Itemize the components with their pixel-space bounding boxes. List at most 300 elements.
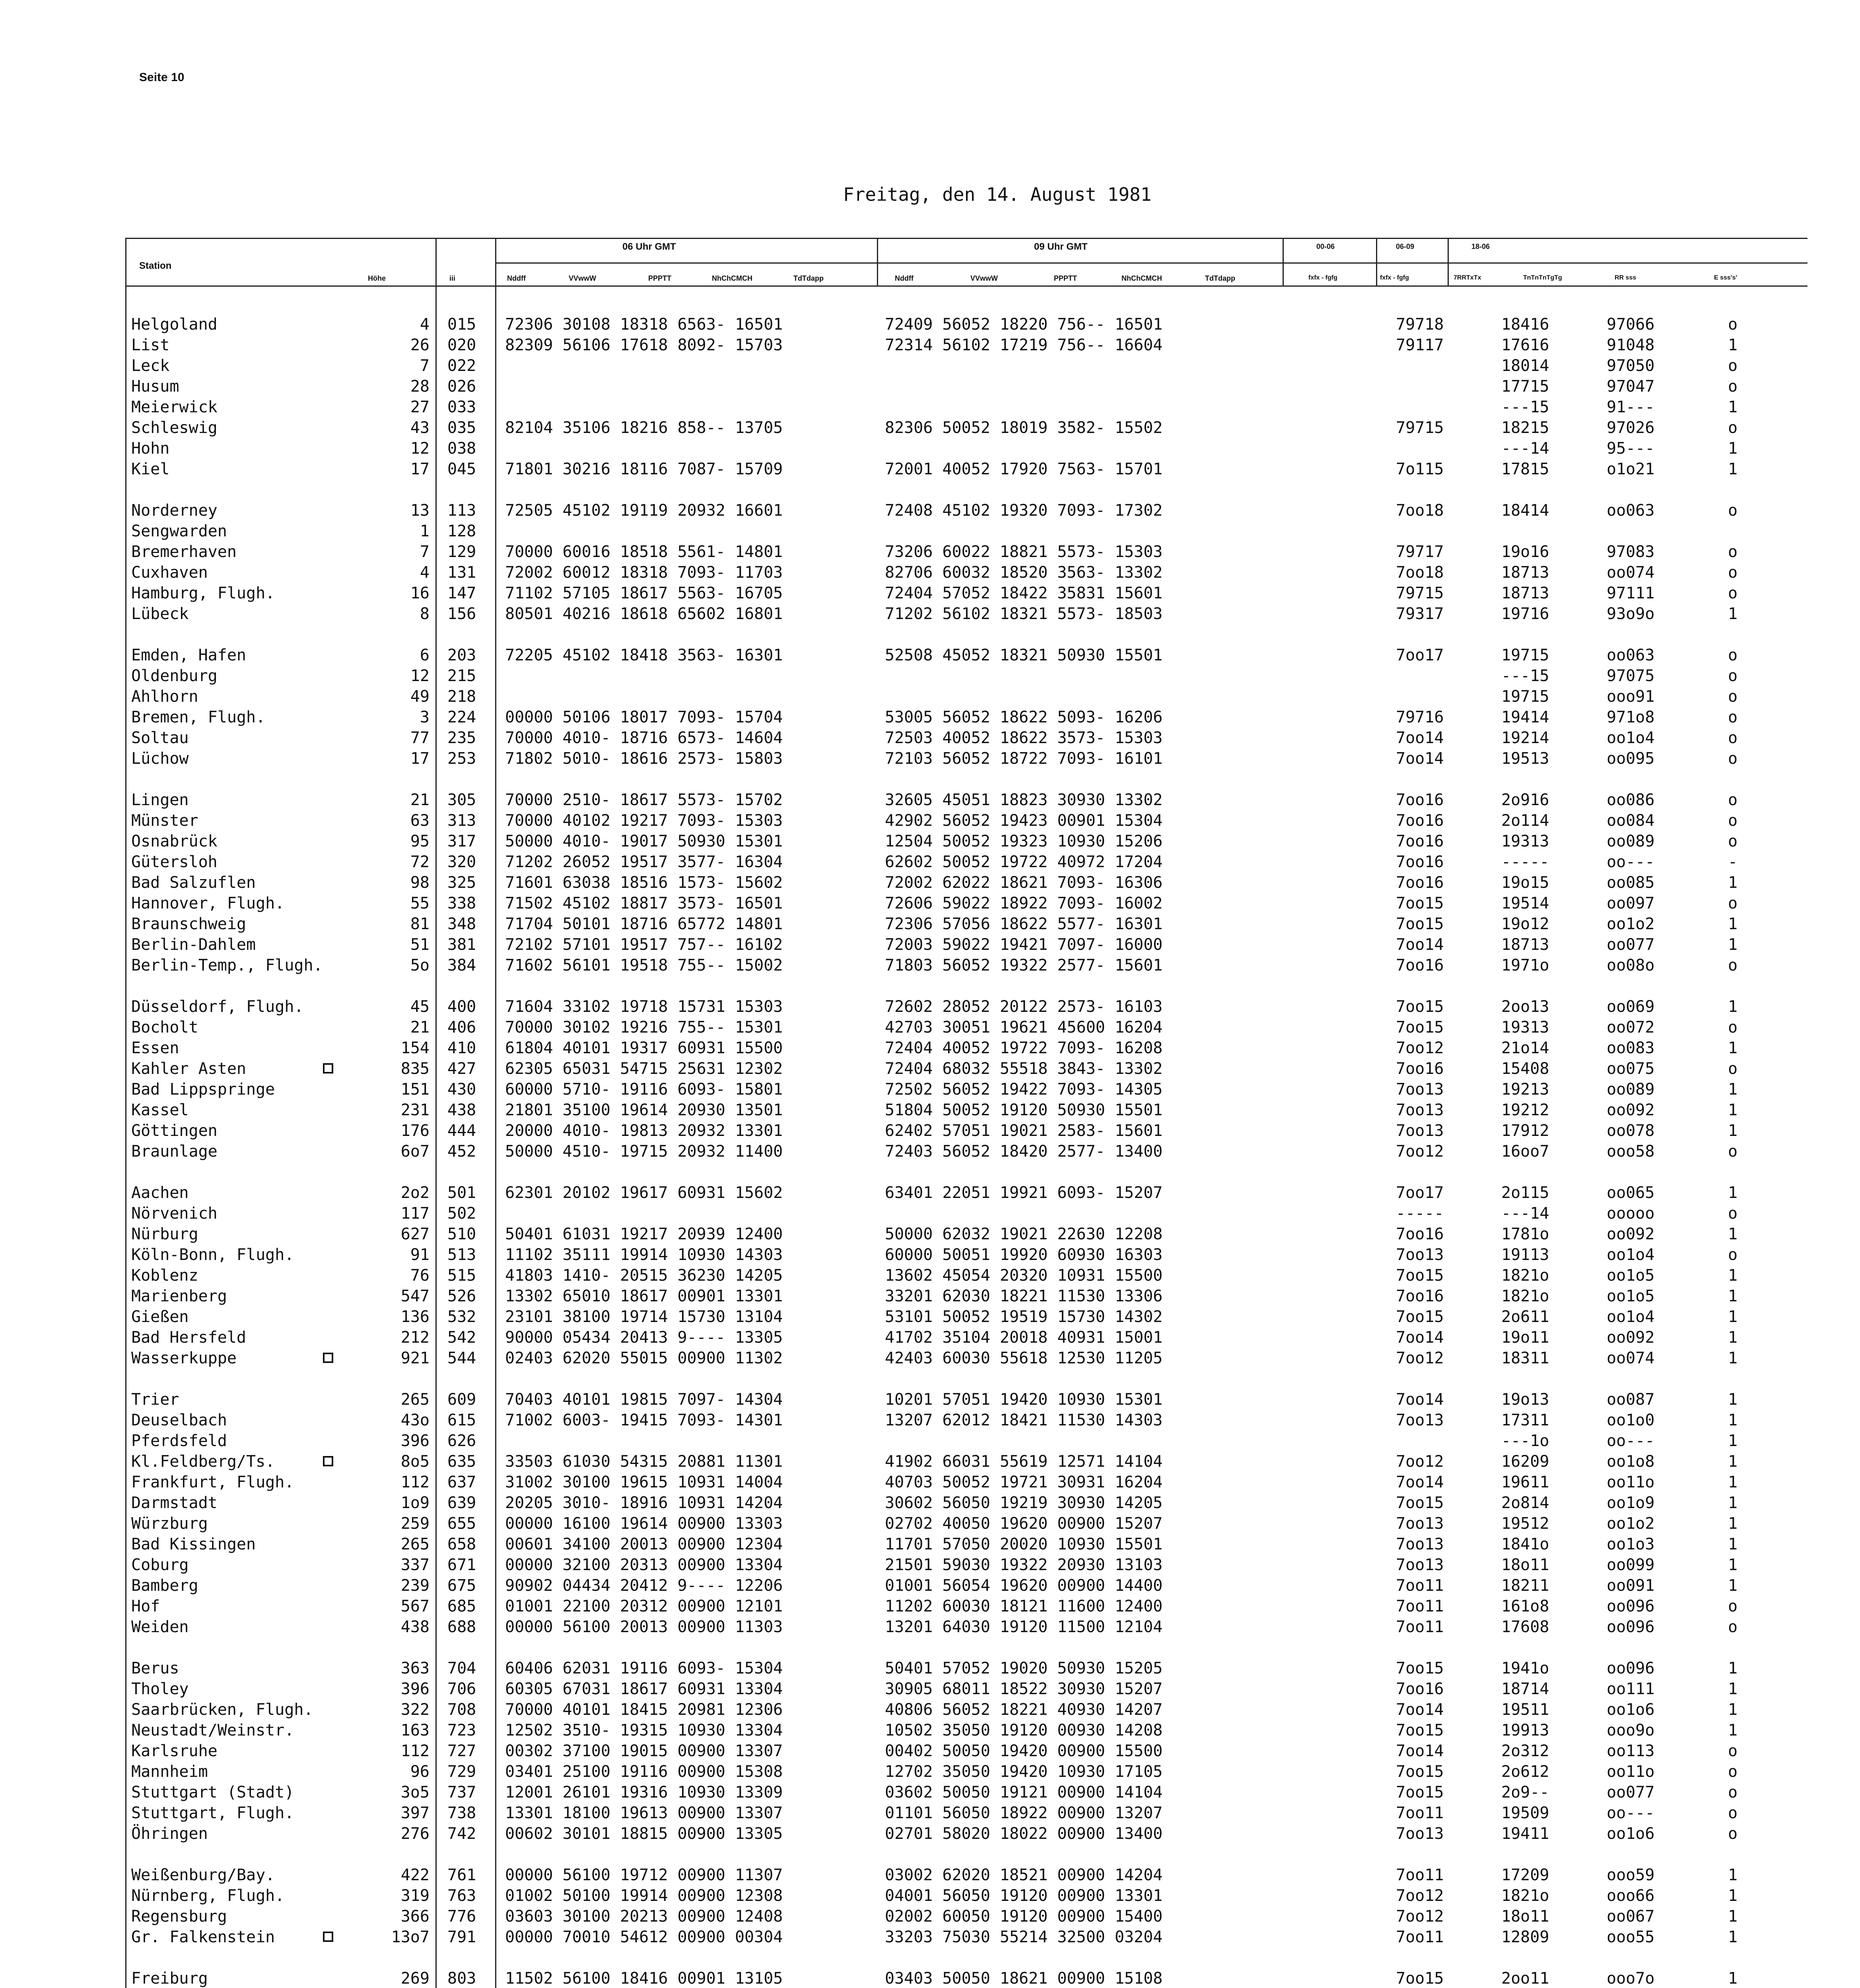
table-row bbox=[0, 1203, 1860, 1224]
period-ground-state: o bbox=[1728, 812, 1738, 830]
table-row bbox=[0, 1120, 1860, 1141]
g2-col-2: VVwwW bbox=[970, 274, 998, 282]
station-height: 396 bbox=[400, 1680, 430, 1698]
period-precip-snow: oo--- bbox=[1607, 853, 1655, 871]
period-precip-snow: oo1o6 bbox=[1607, 1701, 1655, 1719]
table-row bbox=[0, 521, 1860, 542]
period-max-wind: 79717 bbox=[1396, 543, 1444, 561]
period-max-wind: 7oo14 bbox=[1396, 729, 1444, 747]
table-row bbox=[0, 1699, 1860, 1720]
period-precip-snow: ooo59 bbox=[1607, 1866, 1655, 1884]
station-index: 729 bbox=[447, 1763, 476, 1781]
obs-06-gmt: 12502 3510- 19315 10930 13304 bbox=[505, 1721, 783, 1740]
period-precip-snow: 91--- bbox=[1607, 398, 1655, 416]
station-height: 117 bbox=[400, 1204, 430, 1223]
table-row bbox=[0, 1451, 1860, 1472]
period-ground-state: o bbox=[1728, 584, 1738, 602]
obs-06-gmt: 71502 45102 18817 3573- 16501 bbox=[505, 894, 783, 912]
station-index: 708 bbox=[447, 1701, 476, 1719]
table-row bbox=[0, 1389, 1860, 1410]
period-precip-snow: 97026 bbox=[1607, 419, 1655, 437]
period-precip-snow: oo--- bbox=[1607, 1432, 1655, 1450]
period-ground-state: 1 bbox=[1728, 1928, 1738, 1946]
obs-06-gmt: 41803 1410- 20515 36230 14205 bbox=[505, 1266, 783, 1285]
period-ground-state: 1 bbox=[1728, 1039, 1738, 1057]
period-max-wind: 7oo13 bbox=[1396, 1825, 1444, 1843]
period-precip-snow: oo087 bbox=[1607, 1390, 1655, 1409]
obs-06-gmt: 70000 30102 19216 755-- 15301 bbox=[505, 1018, 783, 1037]
obs-06-gmt: 72205 45102 18418 3563- 16301 bbox=[505, 646, 783, 664]
period-temperatures: 19o11 bbox=[1501, 1328, 1549, 1347]
station-height: 212 bbox=[400, 1328, 430, 1347]
period-max-wind: 7oo15 bbox=[1396, 1969, 1444, 1988]
obs-06-gmt: 62305 65031 54715 25631 12302 bbox=[505, 1060, 783, 1078]
obs-06-gmt: 60305 67031 18617 60931 13304 bbox=[505, 1680, 783, 1698]
station-index: 129 bbox=[447, 543, 476, 561]
table-row bbox=[0, 1741, 1860, 1761]
obs-06-gmt: 61804 40101 19317 60931 15500 bbox=[505, 1039, 783, 1057]
station-name: Norderney bbox=[131, 501, 218, 520]
g1-col-1: Nddff bbox=[507, 274, 526, 282]
station-height: 96 bbox=[410, 1763, 430, 1781]
station-index: 513 bbox=[447, 1246, 476, 1264]
obs-09-gmt: 21501 59030 19322 20930 13103 bbox=[885, 1556, 1163, 1574]
period-temperatures: 1841o bbox=[1501, 1535, 1549, 1553]
period-precip-snow: oo1o2 bbox=[1607, 1514, 1655, 1533]
station-height: 337 bbox=[400, 1556, 430, 1574]
obs-09-gmt: 72404 68032 55518 3843- 13302 bbox=[885, 1060, 1163, 1078]
station-height: 27 bbox=[410, 398, 430, 416]
table-row bbox=[0, 996, 1860, 1017]
period-precip-snow: oo063 bbox=[1607, 501, 1655, 520]
period-precip-snow: oo077 bbox=[1607, 1783, 1655, 1802]
period-max-wind: 7oo13 bbox=[1396, 1556, 1444, 1574]
period-temperatures: 18713 bbox=[1501, 584, 1549, 602]
period-precip-snow: oo1o3 bbox=[1607, 1535, 1655, 1553]
obs-09-gmt: 71202 56102 18321 5573- 18503 bbox=[885, 605, 1163, 623]
period-precip-snow: oo1o6 bbox=[1607, 1825, 1655, 1843]
period-temperatures: 17715 bbox=[1501, 377, 1549, 396]
period-temperatures: 2o114 bbox=[1501, 812, 1549, 830]
period-max-wind: 7oo13 bbox=[1396, 1080, 1444, 1099]
square-icon bbox=[323, 1456, 333, 1466]
obs-09-gmt: 32605 45051 18823 30930 13302 bbox=[885, 791, 1163, 809]
station-index: 655 bbox=[447, 1514, 476, 1533]
station-index: 035 bbox=[447, 419, 476, 437]
table-row bbox=[0, 872, 1860, 893]
station-index: 635 bbox=[447, 1452, 476, 1471]
period-temperatures: 19913 bbox=[1501, 1721, 1549, 1740]
station-index: 542 bbox=[447, 1328, 476, 1347]
period-max-wind: 7o115 bbox=[1396, 460, 1444, 478]
period-precip-snow: ooo7o bbox=[1607, 1969, 1655, 1988]
period-ground-state: o bbox=[1728, 1204, 1738, 1223]
obs-06-gmt: 72102 57101 19517 757-- 16102 bbox=[505, 936, 783, 954]
group1-header: 06 Uhr GMT bbox=[622, 241, 676, 252]
station-index: 763 bbox=[447, 1887, 476, 1905]
station-name: Gütersloh bbox=[131, 853, 218, 871]
obs-06-gmt: 60406 62031 19116 6093- 15304 bbox=[505, 1659, 783, 1677]
period-ground-state: o bbox=[1728, 357, 1738, 375]
period-temperatures: 1821o bbox=[1501, 1266, 1549, 1285]
station-height: 163 bbox=[400, 1721, 430, 1740]
station-height: 28 bbox=[410, 377, 430, 396]
period-ground-state: 1 bbox=[1728, 998, 1738, 1016]
period-precip-snow: oo1o0 bbox=[1607, 1411, 1655, 1429]
period-precip-snow: oo069 bbox=[1607, 998, 1655, 1016]
station-height: 63 bbox=[410, 812, 430, 830]
table-row bbox=[0, 417, 1860, 438]
period-ground-state: 1 bbox=[1728, 1473, 1738, 1491]
station-height: 265 bbox=[400, 1535, 430, 1553]
station-height: 17 bbox=[410, 749, 430, 768]
period-max-wind: 7oo12 bbox=[1396, 1452, 1444, 1471]
period-ground-state: 1 bbox=[1728, 1287, 1738, 1305]
station-name: Bremen, Flugh. bbox=[131, 708, 266, 726]
period-precip-snow: oo089 bbox=[1607, 1080, 1655, 1099]
station-index: 400 bbox=[447, 998, 476, 1016]
period-temperatures: 17209 bbox=[1501, 1866, 1549, 1884]
period-max-wind: 7oo13 bbox=[1396, 1246, 1444, 1264]
period-max-wind: 7oo14 bbox=[1396, 1328, 1444, 1347]
obs-06-gmt: 02403 62020 55015 00900 11302 bbox=[505, 1349, 783, 1367]
obs-09-gmt: 33201 62030 18221 11530 13306 bbox=[885, 1287, 1163, 1305]
station-name: Hohn bbox=[131, 439, 170, 458]
station-height: 547 bbox=[400, 1287, 430, 1305]
table-row bbox=[0, 1803, 1860, 1823]
period-max-wind: 7oo13 bbox=[1396, 1122, 1444, 1140]
period-temperatures: 19214 bbox=[1501, 729, 1549, 747]
obs-09-gmt: 72404 40052 19722 7093- 16208 bbox=[885, 1039, 1163, 1057]
period-ground-state: - bbox=[1728, 853, 1738, 871]
obs-09-gmt: 13201 64030 19120 11500 12104 bbox=[885, 1618, 1163, 1636]
table-row bbox=[0, 604, 1860, 624]
table-row bbox=[0, 1431, 1860, 1451]
period-temperatures: 19715 bbox=[1501, 687, 1549, 706]
station-index: 544 bbox=[447, 1349, 476, 1367]
obs-06-gmt: 21801 35100 19614 20930 13501 bbox=[505, 1101, 783, 1119]
table-row bbox=[0, 459, 1860, 480]
hoehe-header: Höhe bbox=[368, 274, 386, 282]
station-index: 147 bbox=[447, 584, 476, 602]
station-index: 430 bbox=[447, 1080, 476, 1099]
period-precip-snow: oo096 bbox=[1607, 1659, 1655, 1677]
obs-06-gmt: 50000 4010- 19017 50930 15301 bbox=[505, 832, 783, 850]
period-temperatures: 18714 bbox=[1501, 1680, 1549, 1698]
obs-09-gmt: 72403 56052 18420 2577- 13400 bbox=[885, 1142, 1163, 1161]
period-ground-state: o bbox=[1728, 687, 1738, 706]
station-name: Coburg bbox=[131, 1556, 189, 1574]
period-ground-state: o bbox=[1728, 1060, 1738, 1078]
station-name: Emden, Hafen bbox=[131, 646, 246, 664]
obs-06-gmt: 72002 60012 18318 7093- 11703 bbox=[505, 563, 783, 582]
obs-06-gmt: 00000 16100 19614 00900 13303 bbox=[505, 1514, 783, 1533]
period3c-sub: RR sss bbox=[1615, 274, 1636, 281]
obs-09-gmt: 04001 56050 19120 00900 13301 bbox=[885, 1887, 1163, 1905]
table-row bbox=[0, 1885, 1860, 1906]
station-height: 95 bbox=[410, 832, 430, 850]
period-precip-snow: oo096 bbox=[1607, 1618, 1655, 1636]
obs-09-gmt: 00402 50050 19420 00900 15500 bbox=[885, 1742, 1163, 1760]
station-name: Kahler Asten bbox=[131, 1060, 246, 1078]
period-precip-snow: ooo66 bbox=[1607, 1887, 1655, 1905]
station-height: 81 bbox=[410, 915, 430, 933]
period-max-wind: 79317 bbox=[1396, 605, 1444, 623]
period-ground-state: o bbox=[1728, 543, 1738, 561]
table-row bbox=[0, 1968, 1860, 1988]
station-height: 567 bbox=[400, 1597, 430, 1615]
obs-09-gmt: 42902 56052 19423 00901 15304 bbox=[885, 812, 1163, 830]
period-temperatures: ---1o bbox=[1501, 1432, 1549, 1450]
period-max-wind: 7oo15 bbox=[1396, 1659, 1444, 1677]
station-index: 685 bbox=[447, 1597, 476, 1615]
station-height: 17 bbox=[410, 460, 430, 478]
period-temperatures: 1971o bbox=[1501, 956, 1549, 975]
period-max-wind: 7oo15 bbox=[1396, 1018, 1444, 1037]
table-row bbox=[0, 934, 1860, 955]
period-ground-state: 1 bbox=[1728, 915, 1738, 933]
station-height: 366 bbox=[400, 1907, 430, 1926]
station-name: Berlin-Temp., Flugh. bbox=[131, 956, 323, 975]
table-row bbox=[0, 1038, 1860, 1058]
station-index: 776 bbox=[447, 1907, 476, 1926]
obs-06-gmt: 71602 56101 19518 755-- 15002 bbox=[505, 956, 783, 975]
obs-06-gmt: 00302 37100 19015 00900 13307 bbox=[505, 1742, 783, 1760]
period-temperatures: 19213 bbox=[1501, 1080, 1549, 1099]
station-index: 325 bbox=[447, 874, 476, 892]
period-max-wind: 7oo16 bbox=[1396, 874, 1444, 892]
period-ground-state: o bbox=[1728, 501, 1738, 520]
period-temperatures: 19313 bbox=[1501, 832, 1549, 850]
station-name: Düsseldorf, Flugh. bbox=[131, 998, 304, 1016]
period-precip-snow: oo1o9 bbox=[1607, 1494, 1655, 1512]
obs-09-gmt: 40703 50052 19721 30931 16204 bbox=[885, 1473, 1163, 1491]
table-row bbox=[0, 1141, 1860, 1162]
period-ground-state: 1 bbox=[1728, 1556, 1738, 1574]
period-temperatures: ----- bbox=[1501, 853, 1549, 871]
page-number: Seite 10 bbox=[139, 71, 185, 84]
obs-06-gmt: 00000 56100 19712 00900 11307 bbox=[505, 1866, 783, 1884]
station-name: Münster bbox=[131, 812, 198, 830]
period-temperatures: 19511 bbox=[1501, 1701, 1549, 1719]
period-precip-snow: oo084 bbox=[1607, 812, 1655, 830]
period-ground-state: 1 bbox=[1728, 1452, 1738, 1471]
station-index: 305 bbox=[447, 791, 476, 809]
obs-06-gmt: 13302 65010 18617 00901 13301 bbox=[505, 1287, 783, 1305]
station-index: 438 bbox=[447, 1101, 476, 1119]
period-temperatures: 1941o bbox=[1501, 1659, 1549, 1677]
period-temperatures: 17608 bbox=[1501, 1618, 1549, 1636]
period-temperatures: 2o916 bbox=[1501, 791, 1549, 809]
period-temperatures: ---14 bbox=[1501, 439, 1549, 458]
obs-09-gmt: 10502 35050 19120 00930 14208 bbox=[885, 1721, 1163, 1740]
table-row bbox=[0, 1265, 1860, 1286]
g2-col-4: NhChCMCH bbox=[1121, 274, 1162, 282]
period-ground-state: o bbox=[1728, 1597, 1738, 1615]
station-height: 6o7 bbox=[400, 1142, 430, 1161]
table-row bbox=[0, 686, 1860, 707]
station-height: 91 bbox=[410, 1246, 430, 1264]
station-height: 13o7 bbox=[391, 1928, 430, 1946]
obs-06-gmt: 00000 32100 20313 00900 13304 bbox=[505, 1556, 783, 1574]
period-ground-state: 1 bbox=[1728, 1969, 1738, 1988]
table-row bbox=[0, 748, 1860, 769]
period-temperatures: 18215 bbox=[1501, 419, 1549, 437]
period-max-wind: 79718 bbox=[1396, 315, 1444, 334]
station-name: Sengwarden bbox=[131, 522, 227, 540]
period-temperatures: 2o612 bbox=[1501, 1763, 1549, 1781]
station-name: Ahlhorn bbox=[131, 687, 198, 706]
period-max-wind: 79117 bbox=[1396, 336, 1444, 354]
period-max-wind: 7oo14 bbox=[1396, 1742, 1444, 1760]
station-name: Würzburg bbox=[131, 1514, 208, 1533]
period-ground-state: o bbox=[1728, 894, 1738, 912]
period-precip-snow: ooo58 bbox=[1607, 1142, 1655, 1161]
station-height: 98 bbox=[410, 874, 430, 892]
station-index: 235 bbox=[447, 729, 476, 747]
station-index: 020 bbox=[447, 336, 476, 354]
period-ground-state: o bbox=[1728, 1783, 1738, 1802]
period-ground-state: 1 bbox=[1728, 1328, 1738, 1347]
obs-06-gmt: 00000 70010 54612 00900 00304 bbox=[505, 1928, 783, 1946]
obs-06-gmt: 11502 56100 18416 00901 13105 bbox=[505, 1969, 783, 1988]
obs-09-gmt: 82306 50052 18019 3582- 15502 bbox=[885, 419, 1163, 437]
obs-06-gmt: 62301 20102 19617 60931 15602 bbox=[505, 1184, 783, 1202]
obs-09-gmt: 02702 40050 19620 00900 15207 bbox=[885, 1514, 1163, 1533]
period-precip-snow: oo092 bbox=[1607, 1225, 1655, 1243]
period-ground-state: o bbox=[1728, 646, 1738, 664]
period-precip-snow: oo097 bbox=[1607, 894, 1655, 912]
obs-09-gmt: 72001 40052 17920 7563- 15701 bbox=[885, 460, 1163, 478]
period-precip-snow: 93o9o bbox=[1607, 605, 1655, 623]
station-index: 688 bbox=[447, 1618, 476, 1636]
obs-09-gmt: 50401 57052 19020 50930 15205 bbox=[885, 1659, 1163, 1677]
period-temperatures: 19715 bbox=[1501, 646, 1549, 664]
period-ground-state: 1 bbox=[1728, 460, 1738, 478]
station-name: Braunschweig bbox=[131, 915, 246, 933]
period-ground-state: o bbox=[1728, 1742, 1738, 1760]
period-precip-snow: oo1o5 bbox=[1607, 1266, 1655, 1285]
period-temperatures: 17912 bbox=[1501, 1122, 1549, 1140]
period-precip-snow: oo083 bbox=[1607, 1039, 1655, 1057]
station-name: Aachen bbox=[131, 1184, 189, 1202]
station-index: 615 bbox=[447, 1411, 476, 1429]
period-precip-snow: oo065 bbox=[1607, 1184, 1655, 1202]
table-row bbox=[0, 1182, 1860, 1203]
station-name: Berus bbox=[131, 1659, 179, 1677]
period-max-wind: 7oo16 bbox=[1396, 791, 1444, 809]
period-ground-state: 1 bbox=[1728, 1535, 1738, 1553]
station-index: 026 bbox=[447, 377, 476, 396]
station-height: 112 bbox=[400, 1742, 430, 1760]
period-ground-state: o bbox=[1728, 377, 1738, 396]
period-ground-state: o bbox=[1728, 1618, 1738, 1636]
period-precip-snow: oo074 bbox=[1607, 1349, 1655, 1367]
period-precip-snow: oo077 bbox=[1607, 936, 1655, 954]
station-height: 921 bbox=[400, 1349, 430, 1367]
period2-sub: fxfx - fgfg bbox=[1380, 274, 1409, 281]
station-index: 737 bbox=[447, 1783, 476, 1802]
obs-06-gmt: 03603 30100 20213 00900 12408 bbox=[505, 1907, 783, 1926]
period-temperatures: 161o8 bbox=[1501, 1597, 1549, 1615]
obs-09-gmt: 33203 75030 55214 32500 03204 bbox=[885, 1928, 1163, 1946]
period-ground-state: 1 bbox=[1728, 1390, 1738, 1409]
station-name: Meierwick bbox=[131, 398, 218, 416]
table-row bbox=[0, 1761, 1860, 1782]
obs-09-gmt: 82706 60032 18520 3563- 13302 bbox=[885, 563, 1163, 582]
period-ground-state: 1 bbox=[1728, 936, 1738, 954]
station-index: 131 bbox=[447, 563, 476, 582]
obs-09-gmt: 53005 56052 18622 5093- 16206 bbox=[885, 708, 1163, 726]
station-name: Marienberg bbox=[131, 1287, 227, 1305]
period-ground-state: 1 bbox=[1728, 874, 1738, 892]
period-precip-snow: oo1o4 bbox=[1607, 729, 1655, 747]
period-max-wind: 7oo12 bbox=[1396, 1039, 1444, 1057]
obs-06-gmt: 80501 40216 18618 65602 16801 bbox=[505, 605, 783, 623]
station-index: 727 bbox=[447, 1742, 476, 1760]
period-temperatures: 17815 bbox=[1501, 460, 1549, 478]
station-name: Soltau bbox=[131, 729, 189, 747]
obs-06-gmt: 50401 61031 19217 20939 12400 bbox=[505, 1225, 783, 1243]
period-precip-snow: oo078 bbox=[1607, 1122, 1655, 1140]
period-precip-snow: oo092 bbox=[1607, 1328, 1655, 1347]
obs-09-gmt: 72503 40052 18622 3573- 15303 bbox=[885, 729, 1163, 747]
obs-09-gmt: 42703 30051 19621 45600 16204 bbox=[885, 1018, 1163, 1037]
station-name: Deuselbach bbox=[131, 1411, 227, 1429]
period-max-wind: 7oo12 bbox=[1396, 1349, 1444, 1367]
period-max-wind: 7oo16 bbox=[1396, 853, 1444, 871]
period-ground-state: o bbox=[1728, 1763, 1738, 1781]
period-precip-snow: oo091 bbox=[1607, 1576, 1655, 1595]
period-ground-state: 1 bbox=[1728, 1576, 1738, 1595]
station-height: 835 bbox=[400, 1060, 430, 1078]
period-ground-state: 1 bbox=[1728, 1225, 1738, 1243]
station-name: Cuxhaven bbox=[131, 563, 208, 582]
obs-06-gmt: 90000 05434 20413 9---- 13305 bbox=[505, 1328, 783, 1347]
obs-06-gmt: 20205 3010- 18916 10931 14204 bbox=[505, 1494, 783, 1512]
period-max-wind: 7oo15 bbox=[1396, 1763, 1444, 1781]
table-row bbox=[0, 1823, 1860, 1844]
period-max-wind: 7oo13 bbox=[1396, 1535, 1444, 1553]
period-temperatures: 18713 bbox=[1501, 563, 1549, 582]
station-name: Bad Salzuflen bbox=[131, 874, 256, 892]
obs-09-gmt: 72502 56052 19422 7093- 14305 bbox=[885, 1080, 1163, 1099]
station-name: Leck bbox=[131, 357, 170, 375]
station-index: 738 bbox=[447, 1804, 476, 1822]
period-max-wind: 79716 bbox=[1396, 708, 1444, 726]
station-index: 526 bbox=[447, 1287, 476, 1305]
period-temperatures: 18713 bbox=[1501, 936, 1549, 954]
obs-09-gmt: 03602 50050 19121 00900 14104 bbox=[885, 1783, 1163, 1802]
obs-06-gmt: 72306 30108 18318 6563- 16501 bbox=[505, 315, 783, 334]
obs-09-gmt: 12504 50052 19323 10930 15206 bbox=[885, 832, 1163, 850]
station-index: 253 bbox=[447, 749, 476, 768]
table-row bbox=[0, 1658, 1860, 1679]
period-max-wind: 7oo16 bbox=[1396, 812, 1444, 830]
period-max-wind: 7oo12 bbox=[1396, 1142, 1444, 1161]
table-row bbox=[0, 1472, 1860, 1493]
period-max-wind: 7oo16 bbox=[1396, 1225, 1444, 1243]
period-max-wind: 7oo11 bbox=[1396, 1576, 1444, 1595]
station-name: List bbox=[131, 336, 170, 354]
period-max-wind: 7oo16 bbox=[1396, 1680, 1444, 1698]
period-ground-state: o bbox=[1728, 1142, 1738, 1161]
period-ground-state: o bbox=[1728, 563, 1738, 582]
obs-09-gmt: 02701 58020 18022 00900 13400 bbox=[885, 1825, 1163, 1843]
period-precip-snow: oo092 bbox=[1607, 1101, 1655, 1119]
station-height: 16 bbox=[410, 584, 430, 602]
period-ground-state: 1 bbox=[1728, 1721, 1738, 1740]
